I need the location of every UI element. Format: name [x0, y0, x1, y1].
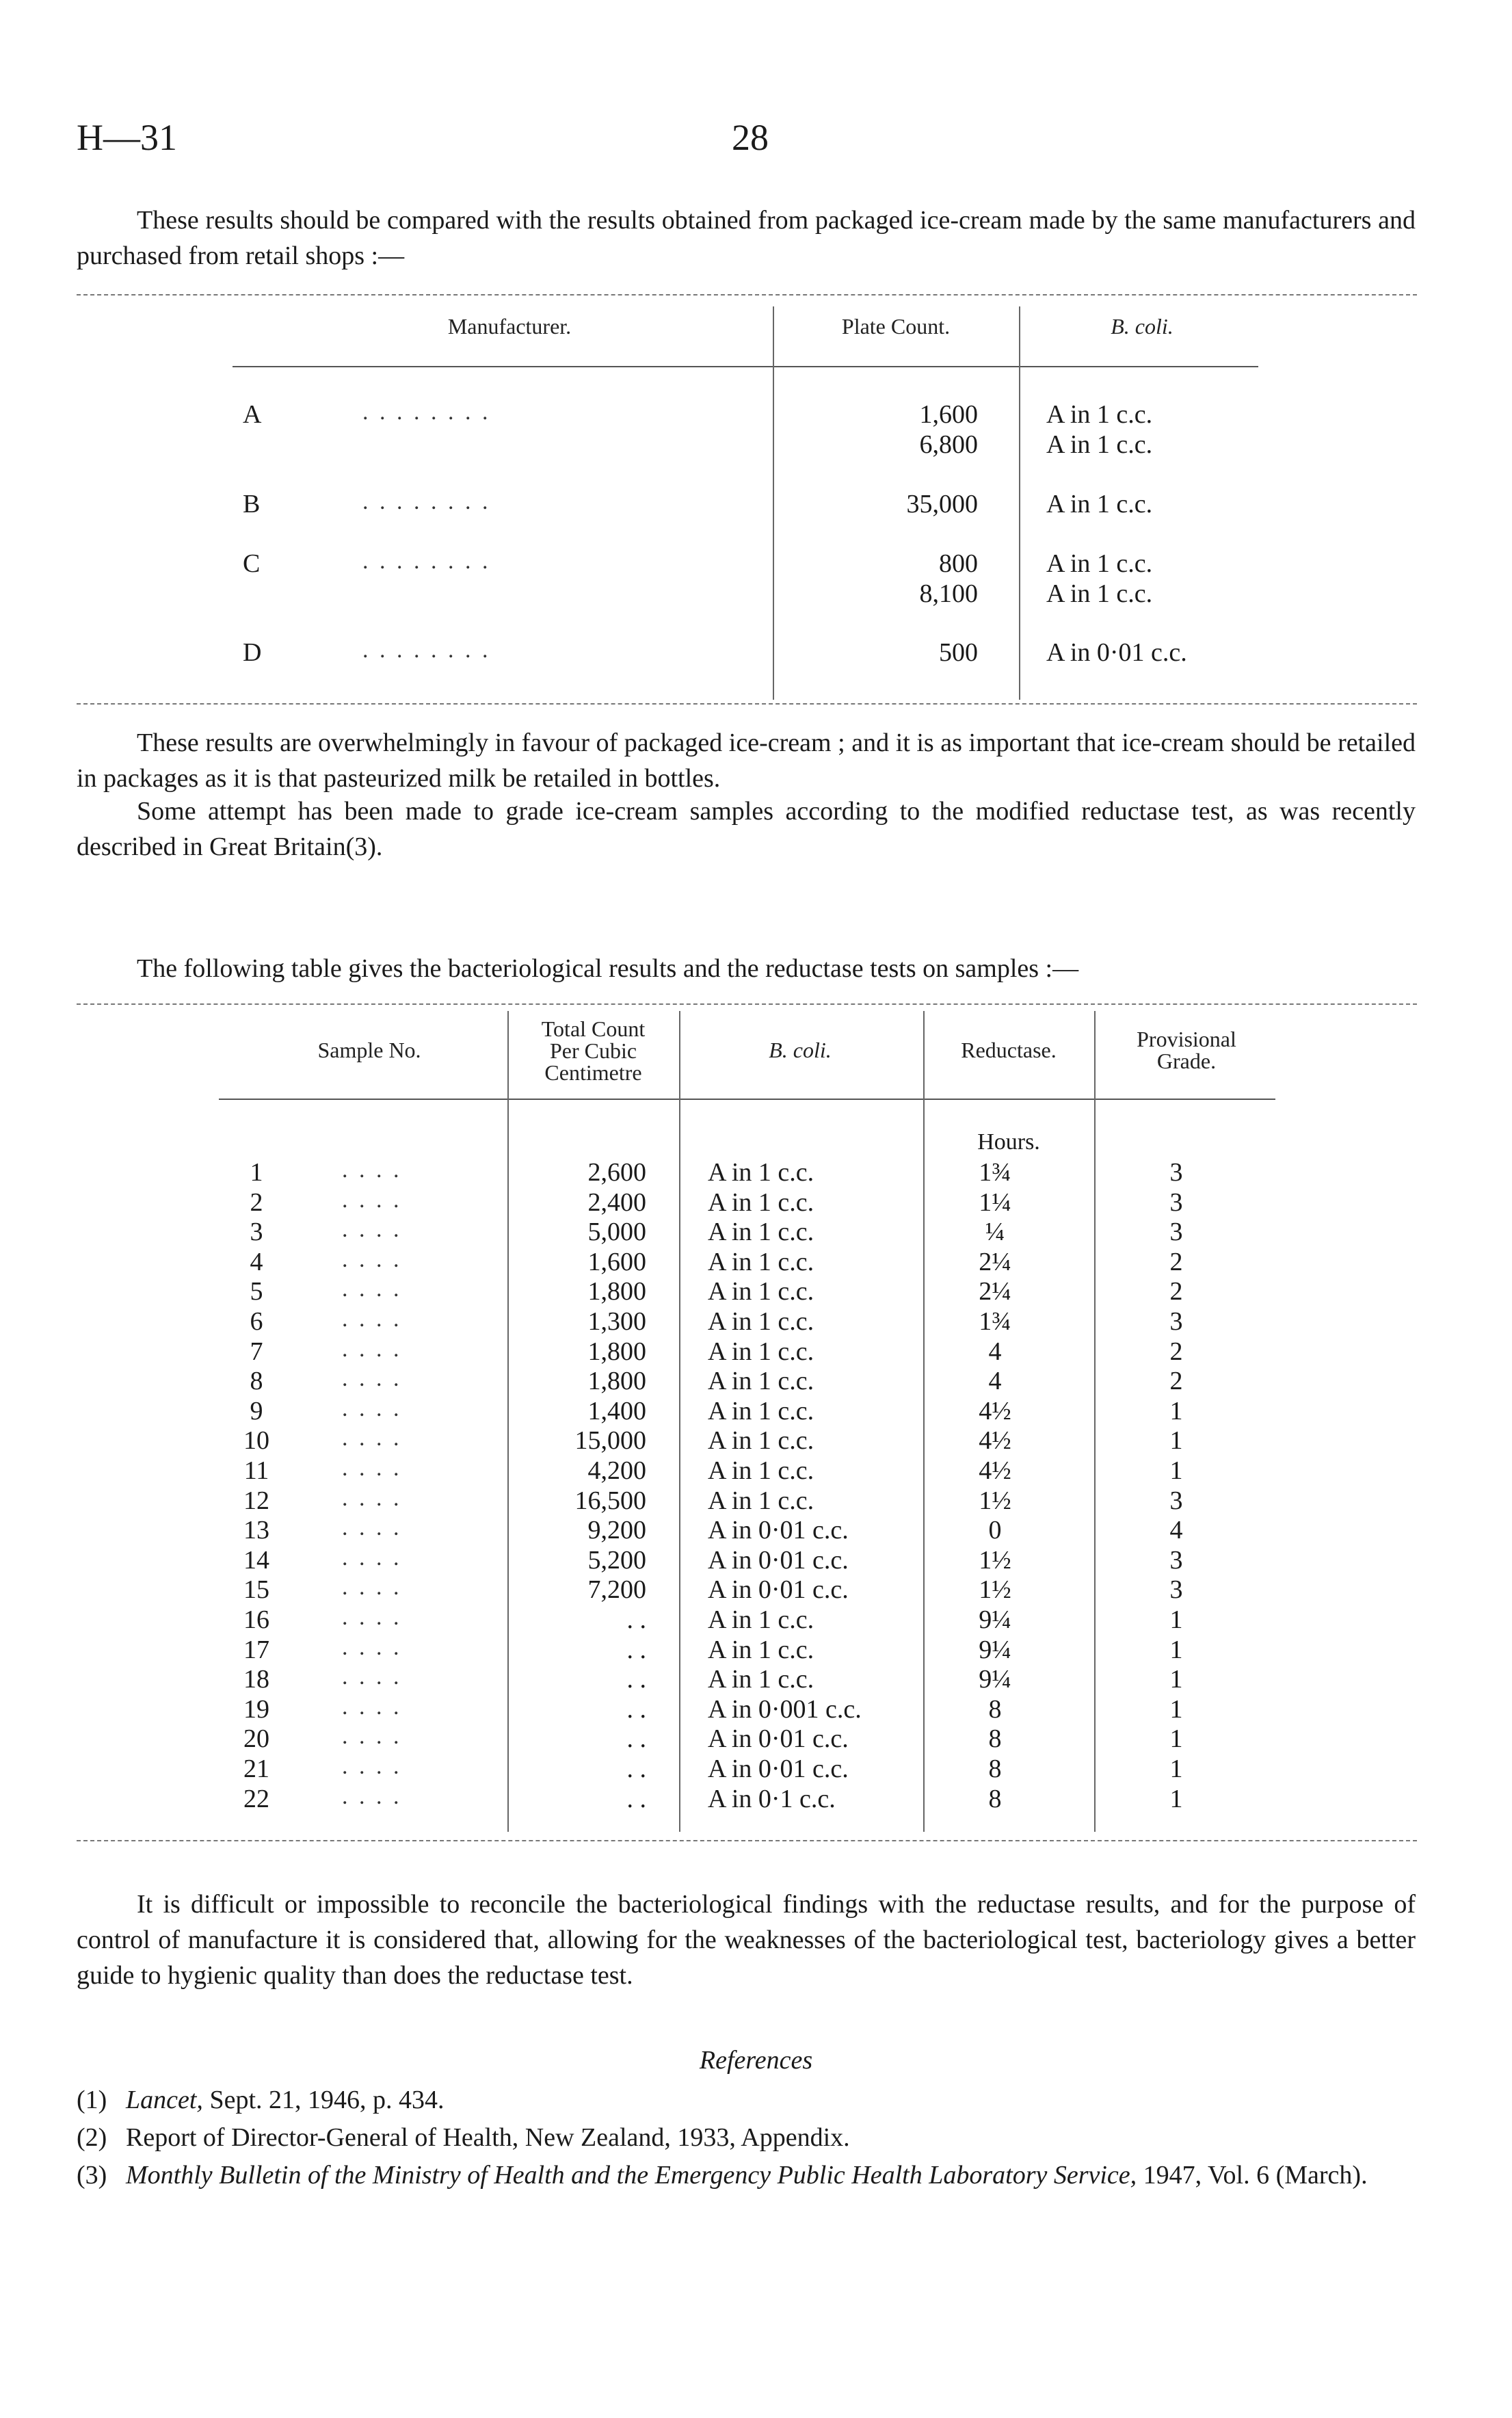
bcoli-value: A in 0·01 c.c.	[708, 1724, 849, 1753]
row-dots: . . . .	[342, 1754, 402, 1779]
provisional-grade: 1	[1169, 1665, 1183, 1694]
bcoli-value: A in 1 c.c.	[708, 1397, 814, 1425]
reference-2-text: Report of Director-General of Health, New Zealand, 1933, Appendix.	[126, 2123, 850, 2152]
reference-3-label: (3)	[77, 2161, 107, 2190]
reductase-hours: 9¼	[979, 1635, 1011, 1664]
table2-header-count-1: Total Count	[541, 1016, 646, 1041]
table2-header-reductase: Reductase.	[961, 1038, 1057, 1062]
sample-no: 7	[250, 1337, 263, 1366]
bcoli-value: A in 1 c.c.	[708, 1486, 814, 1515]
paragraph-4-text: The following table gives the bacteriological results and the reductase tests on samples :—	[137, 954, 1079, 983]
table1-top-rule	[77, 294, 1417, 295]
total-count: 5,200	[587, 1546, 646, 1575]
reductase-hours: 2¼	[979, 1277, 1011, 1306]
paragraph-2	[77, 725, 1416, 796]
bcoli-value: A in 1 c.c.	[708, 1188, 814, 1217]
paragraph-5	[77, 1887, 1416, 1993]
provisional-grade: 1	[1169, 1426, 1183, 1455]
sample-no: 13	[243, 1516, 269, 1545]
table2-divider-2	[679, 1011, 680, 1832]
total-count: 4,200	[587, 1456, 646, 1485]
bcoli-value: A in 0·001 c.c.	[708, 1695, 862, 1724]
table1-manufacturer-b: B	[243, 490, 261, 518]
provisional-grade: 1	[1169, 1635, 1183, 1664]
total-count: 15,000	[574, 1426, 646, 1455]
sample-no: 14	[243, 1546, 269, 1575]
table1-header-rule	[233, 366, 1258, 367]
reference-2	[77, 2120, 1417, 2155]
table1-dots-b: . . . . . . . .	[362, 489, 491, 514]
reference-3-text: 1947, Vol. 6 (March).	[1137, 2161, 1368, 2190]
reductase-hours: 1¼	[979, 1188, 1011, 1217]
reductase-hours: 9¼	[979, 1605, 1011, 1634]
reference-1	[77, 2083, 1417, 2117]
table1-divider-1	[773, 306, 774, 700]
sample-no: 22	[243, 1785, 269, 1813]
row-dots: . . . .	[342, 1187, 402, 1213]
total-count: 1,300	[587, 1307, 646, 1336]
table1-dots-a: . . . . . . . .	[362, 399, 491, 425]
sample-no: 11	[243, 1456, 269, 1485]
total-count: 1,800	[587, 1277, 646, 1306]
row-dots: . . . .	[342, 1784, 402, 1809]
bcoli-value: A in 1 c.c.	[708, 1248, 814, 1276]
total-count: . .	[626, 1605, 646, 1634]
total-count: 1,800	[587, 1337, 646, 1366]
table2-top-rule	[77, 1003, 1417, 1005]
provisional-grade: 1	[1169, 1397, 1183, 1425]
table2-header-count-2: Per Cubic	[549, 1038, 637, 1063]
sample-no: 19	[243, 1695, 269, 1724]
row-dots: . . . .	[342, 1486, 402, 1511]
paragraph-4	[77, 951, 1416, 986]
table1-dots-c: . . . . . . . .	[362, 549, 491, 574]
reductase-hours: 1½	[979, 1575, 1011, 1604]
bcoli-value: A in 1 c.c.	[708, 1367, 814, 1395]
table1-header-manufacturer: Manufacturer.	[447, 314, 572, 339]
provisional-grade: 1	[1169, 1724, 1183, 1753]
table1-coli-b-1: A in 1 c.c.	[1046, 490, 1153, 518]
table1-manufacturer-a: A	[243, 400, 262, 429]
sample-no: 2	[250, 1188, 263, 1217]
table1-count-c-2: 8,100	[919, 579, 978, 608]
bcoli-value: A in 1 c.c.	[708, 1277, 814, 1306]
reductase-hours: 4½	[979, 1456, 1011, 1485]
bcoli-value: A in 0·1 c.c.	[708, 1785, 836, 1813]
row-dots: . . . .	[342, 1605, 402, 1630]
table2-header-grade-2: Grade.	[1156, 1049, 1217, 1073]
bcoli-value: A in 1 c.c.	[708, 1456, 814, 1485]
sample-no: 20	[243, 1724, 269, 1753]
reductase-hours: 0	[988, 1516, 1002, 1545]
total-count: . .	[626, 1695, 646, 1724]
reductase-hours: 2¼	[979, 1248, 1011, 1276]
table2-divider-1	[507, 1011, 509, 1832]
sample-no: 21	[243, 1755, 269, 1783]
paragraph-5-text: It is difficult or impossible to reconcile the bacteriological findings with the reductase results, and for the purpose of control of manufacture it is considered that, allowing for the weaknesses of the bacteriological test, bacteriology gives a better guide to hygienic quality than does the reductase test.	[77, 1890, 1416, 1990]
table1-count-b-1: 35,000	[906, 490, 978, 518]
total-count: . .	[626, 1785, 646, 1813]
sample-no: 15	[243, 1575, 269, 1604]
reductase-hours: 8	[988, 1695, 1002, 1724]
bcoli-value: A in 0·01 c.c.	[708, 1516, 849, 1545]
table1-manufacturer-d: D	[243, 638, 262, 667]
reductase-hours: 4½	[979, 1426, 1011, 1455]
bcoli-value: A in 0·01 c.c.	[708, 1546, 849, 1575]
total-count: 1,600	[587, 1248, 646, 1276]
row-dots: . . . .	[342, 1635, 402, 1660]
bcoli-value: A in 1 c.c.	[708, 1218, 814, 1246]
total-count: . .	[626, 1724, 646, 1753]
reference-3	[77, 2158, 1474, 2192]
table2-header-count-3: Centimetre	[544, 1060, 642, 1085]
provisional-grade: 1	[1169, 1785, 1183, 1813]
provisional-grade: 2	[1169, 1248, 1183, 1276]
reference-3-journal: Monthly Bulletin of the Ministry of Health and the Emergency Public Health Laboratory Service,	[126, 2161, 1137, 2190]
total-count: 2,600	[587, 1158, 646, 1187]
reductase-hours: 4	[988, 1367, 1002, 1395]
provisional-grade: 3	[1169, 1188, 1183, 1217]
row-dots: . . . .	[342, 1456, 402, 1481]
sample-no: 9	[250, 1397, 263, 1425]
table1-header-bcoli: B. coli.	[1111, 314, 1173, 339]
table1-coli-d-1: A in 0·01 c.c.	[1046, 638, 1187, 667]
row-dots: . . . .	[342, 1396, 402, 1421]
sample-no: 5	[250, 1277, 263, 1306]
sample-no: 1	[250, 1158, 263, 1187]
paragraph-3	[77, 793, 1416, 865]
table2-divider-3	[923, 1011, 925, 1832]
references-heading: References	[699, 2046, 813, 2075]
table1-header-plate-count: Plate Count.	[841, 314, 951, 339]
reductase-hours: 1¾	[979, 1307, 1011, 1336]
bcoli-value: A in 0·01 c.c.	[708, 1575, 849, 1604]
page-number: 28	[732, 117, 769, 158]
provisional-grade: 3	[1169, 1307, 1183, 1336]
table2-header-bcoli: B. coli.	[769, 1038, 832, 1062]
row-dots: . . . .	[342, 1724, 402, 1749]
sample-no: 3	[250, 1218, 263, 1246]
bcoli-value: A in 1 c.c.	[708, 1605, 814, 1634]
row-dots: . . . .	[342, 1425, 402, 1451]
table2-header-grade-1: Provisional	[1137, 1027, 1236, 1051]
reductase-hours: ¼	[985, 1218, 1005, 1246]
reductase-hours: 1½	[979, 1486, 1011, 1515]
provisional-grade: 2	[1169, 1367, 1183, 1395]
provisional-grade: 1	[1169, 1695, 1183, 1724]
reductase-hours: 1½	[979, 1546, 1011, 1575]
total-count: 1,800	[587, 1367, 646, 1395]
sample-no: 6	[250, 1307, 263, 1336]
total-count: 7,200	[587, 1575, 646, 1604]
provisional-grade: 3	[1169, 1218, 1183, 1246]
table1-coli-a-2: A in 1 c.c.	[1046, 430, 1153, 459]
sample-no: 4	[250, 1248, 263, 1276]
provisional-grade: 2	[1169, 1277, 1183, 1306]
bcoli-value: A in 1 c.c.	[708, 1426, 814, 1455]
total-count: 2,400	[587, 1188, 646, 1217]
sample-no: 12	[243, 1486, 269, 1515]
table1-divider-2	[1019, 306, 1020, 700]
total-count: . .	[626, 1755, 646, 1783]
table2-header-rule	[219, 1099, 1275, 1100]
paragraph-2-text: These results are overwhelmingly in favour of packaged ice-cream ; and it is as important that ice-cream should be retailed in packages as it is that pasteurized milk be retailed in bottles.	[77, 728, 1416, 793]
reductase-hours: 4	[988, 1337, 1002, 1366]
paragraph-3-text: Some attempt has been made to grade ice-cream samples according to the modified reductase test, as was recently described in Great Britain(3).	[77, 797, 1416, 861]
table2-divider-4	[1094, 1011, 1096, 1832]
bcoli-value: A in 1 c.c.	[708, 1337, 814, 1366]
reductase-hours: 8	[988, 1785, 1002, 1813]
table1-count-a-2: 6,800	[919, 430, 978, 459]
total-count: . .	[626, 1635, 646, 1664]
sample-no: 8	[250, 1367, 263, 1395]
reductase-hours: 8	[988, 1724, 1002, 1753]
row-dots: . . . .	[342, 1545, 402, 1571]
provisional-grade: 1	[1169, 1755, 1183, 1783]
table1-coli-a-1: A in 1 c.c.	[1046, 400, 1153, 429]
row-dots: . . . .	[342, 1515, 402, 1540]
table2-bottom-rule	[77, 1840, 1417, 1841]
sample-no: 18	[243, 1665, 269, 1694]
row-dots: . . . .	[342, 1247, 402, 1272]
row-dots: . . . .	[342, 1217, 402, 1242]
table1-manufacturer-c: C	[243, 549, 261, 578]
row-dots: . . . .	[342, 1575, 402, 1600]
provisional-grade: 3	[1169, 1158, 1183, 1187]
table1-dots-d: . . . . . . . .	[362, 638, 491, 663]
intro-paragraph	[77, 202, 1416, 274]
table2-header-sample: Sample No.	[317, 1038, 421, 1062]
reference-1-journal: Lancet,	[126, 2086, 203, 2114]
row-dots: . . . .	[342, 1306, 402, 1332]
row-dots: . . . .	[342, 1276, 402, 1302]
total-count: 9,200	[587, 1516, 646, 1545]
provisional-grade: 1	[1169, 1605, 1183, 1634]
provisional-grade: 2	[1169, 1337, 1183, 1366]
table1-count-c-1: 800	[939, 549, 978, 578]
provisional-grade: 1	[1169, 1456, 1183, 1485]
bcoli-value: A in 0·01 c.c.	[708, 1755, 849, 1783]
reference-1-label: (1)	[77, 2086, 107, 2114]
row-dots: . . . .	[342, 1157, 402, 1183]
total-count: 5,000	[587, 1218, 646, 1246]
table1-count-d-1: 500	[939, 638, 978, 667]
row-dots: . . . .	[342, 1337, 402, 1362]
reductase-hours: 1¾	[979, 1158, 1011, 1187]
reference-1-text: Sept. 21, 1946, p. 434.	[202, 2086, 445, 2114]
sample-no: 10	[243, 1426, 269, 1455]
provisional-grade: 3	[1169, 1546, 1183, 1575]
provisional-grade: 4	[1169, 1516, 1183, 1545]
table2-hours-label: Hours.	[977, 1129, 1040, 1155]
sample-no: 16	[243, 1605, 269, 1634]
intro-text: These results should be compared with the results obtained from packaged ice-cream made by the same manufacturers and purchased from retail shops :—	[77, 206, 1416, 270]
bcoli-value: A in 1 c.c.	[708, 1635, 814, 1664]
bcoli-value: A in 1 c.c.	[708, 1665, 814, 1694]
total-count: 1,400	[587, 1397, 646, 1425]
table1-bottom-rule	[77, 703, 1417, 705]
provisional-grade: 3	[1169, 1486, 1183, 1515]
reference-2-label: (2)	[77, 2123, 107, 2152]
row-dots: . . . .	[342, 1664, 402, 1690]
table1-coli-c-1: A in 1 c.c.	[1046, 549, 1153, 578]
row-dots: . . . .	[342, 1694, 402, 1720]
reductase-hours: 8	[988, 1755, 1002, 1783]
reductase-hours: 4½	[979, 1397, 1011, 1425]
document-code: H—31	[77, 117, 177, 158]
table1-coli-c-2: A in 1 c.c.	[1046, 579, 1153, 608]
total-count: . .	[626, 1665, 646, 1694]
provisional-grade: 3	[1169, 1575, 1183, 1604]
reductase-hours: 9¼	[979, 1665, 1011, 1694]
sample-no: 17	[243, 1635, 269, 1664]
row-dots: . . . .	[342, 1366, 402, 1391]
table1-count-a-1: 1,600	[919, 400, 978, 429]
bcoli-value: A in 1 c.c.	[708, 1158, 814, 1187]
bcoli-value: A in 1 c.c.	[708, 1307, 814, 1336]
total-count: 16,500	[574, 1486, 646, 1515]
